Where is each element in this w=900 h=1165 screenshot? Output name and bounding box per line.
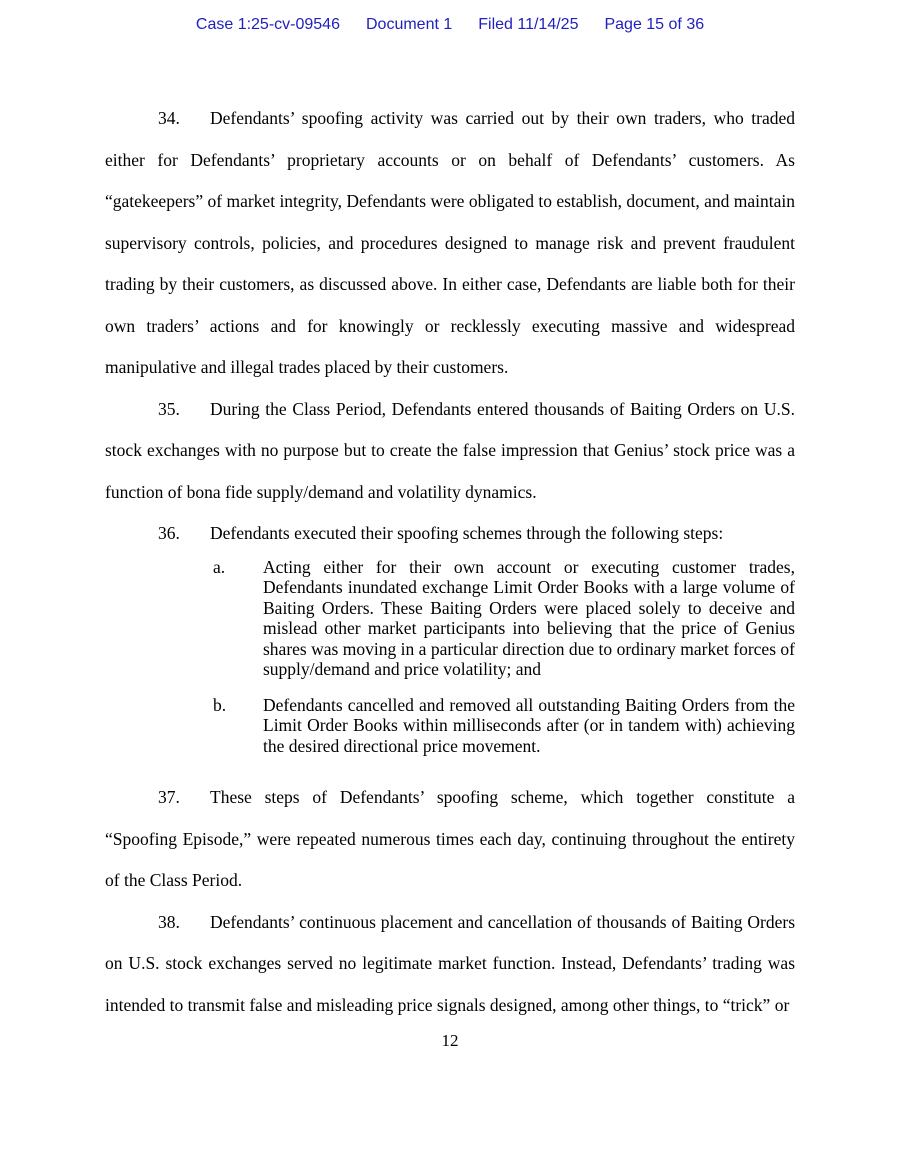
paragraph-35 bbox=[105, 389, 795, 514]
list-item-a bbox=[213, 557, 795, 680]
page-position: Page 15 of 36 bbox=[604, 16, 705, 33]
paragraph-number: 34. bbox=[158, 108, 180, 128]
paragraph-text: During the Class Period, Defendants entered thousands of Baiting Orders on U.S. stock exchanges with no purpose but to create the false impression that Genius’ stock price was a function of bona fide supply/demand and volatility dynamics. bbox=[105, 398, 795, 502]
filed-date: Filed 11/14/25 bbox=[478, 16, 579, 33]
paragraph-38 bbox=[105, 902, 795, 1027]
paragraph-text: Defendants’ continuous placement and cancellation of thousands of Baiting Orders on U.S. stock exchanges served no legitimate market function. Instead, Defendants’ trading was intended to transmit false and misleading price signals designed, among other things, to “trick” or bbox=[105, 911, 795, 1015]
page-number: 12 bbox=[441, 1031, 459, 1050]
paragraph-text: Defendants’ spoofing activity was carried out by their own traders, who traded either for Defendants’ proprietary accounts or on behalf of Defendants’ customers. As “gatekeepers” of market integrity, Defendants were obligated to establish, document, and maintain supervisory controls, policies, and procedures designed to manage risk and prevent fraudulent trading by their customers, as discussed above. In either case, Defendants are liable both for their own traders’ actions and for knowingly or recklessly executing massive and widespread manipulative and illegal trades placed by their customers. bbox=[105, 108, 795, 377]
list-item-label: b. bbox=[213, 694, 227, 715]
paragraph-34 bbox=[105, 98, 795, 389]
paragraph-text: These steps of Defendants’ spoofing scheme, which together constitute a “Spoofing Episode,” were repeated numerous times each day, continuing throughout the entirety of the Class Period. bbox=[105, 787, 795, 890]
paragraph-37 bbox=[105, 777, 795, 902]
case-number: Case 1:25-cv-09546 bbox=[195, 16, 340, 33]
list-item-text: Defendants cancelled and removed all outstanding Baiting Orders from the Limit Order Books within milliseconds after (or in tandem with) achieving the desired directional price movement. bbox=[263, 694, 795, 756]
paragraph-number: 36. bbox=[158, 523, 180, 543]
paragraph-text: Defendants executed their spoofing schemes through the following steps: bbox=[210, 523, 724, 543]
list-item-b bbox=[213, 695, 795, 757]
list-item-text: Acting either for their own account or executing customer trades, Defendants inundated exchange Limit Order Books with a large volume of Baiting Orders. These Baiting Orders were placed solely to deceive and mislead other market participants into believing that the price of Genius shares was moving in a particular direction due to ordinary market forces of supply/demand and price volatility; and bbox=[263, 556, 795, 679]
document-number: Document 1 bbox=[365, 16, 453, 33]
paragraph-number: 38. bbox=[158, 911, 180, 932]
list-item-label: a. bbox=[213, 556, 226, 577]
paragraph-36 bbox=[105, 513, 795, 555]
paragraph-number: 37. bbox=[158, 787, 180, 807]
case-stamp-header bbox=[0, 16, 900, 34]
document-body bbox=[105, 98, 795, 1026]
paragraph-number: 35. bbox=[158, 398, 180, 419]
